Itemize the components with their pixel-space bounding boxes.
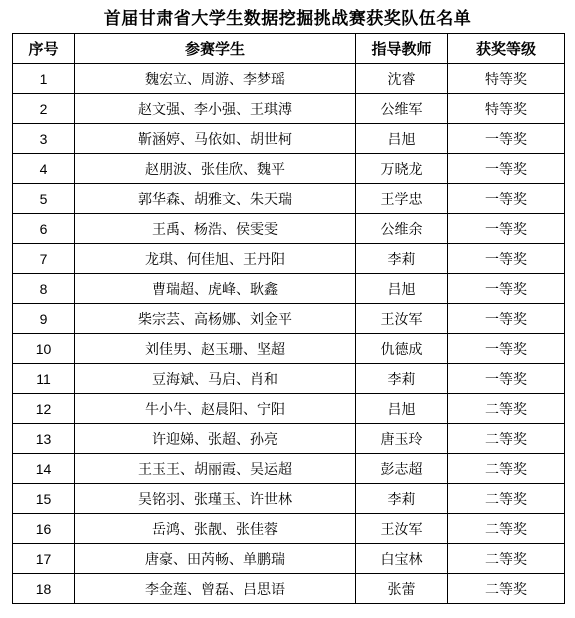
header-advisor: 指导教师 bbox=[356, 34, 448, 64]
row-number-cell: 16 bbox=[13, 514, 75, 544]
row-students-cell: 赵朋波、张佳欣、魏平 bbox=[75, 154, 356, 184]
row-award-cell: 一等奖 bbox=[448, 154, 565, 184]
row-advisor-cell: 吕旭 bbox=[356, 394, 448, 424]
row-students-cell: 柴宗芸、高杨娜、刘金平 bbox=[75, 304, 356, 334]
row-award-cell: 一等奖 bbox=[448, 184, 565, 214]
row-award-cell: 二等奖 bbox=[448, 424, 565, 454]
table-row bbox=[13, 304, 565, 334]
row-students-cell: 刘佳男、赵玉珊、坚超 bbox=[75, 334, 356, 364]
row-number-cell: 9 bbox=[13, 304, 75, 334]
row-advisor-cell: 王汝军 bbox=[356, 514, 448, 544]
row-award-cell: 一等奖 bbox=[448, 274, 565, 304]
row-advisor-cell: 白宝林 bbox=[356, 544, 448, 574]
row-number-cell: 14 bbox=[13, 454, 75, 484]
row-award-cell: 特等奖 bbox=[448, 94, 565, 124]
row-number-cell: 7 bbox=[13, 244, 75, 274]
table-row bbox=[13, 544, 565, 574]
row-award-cell: 二等奖 bbox=[448, 544, 565, 574]
row-students-cell: 龙琪、何佳旭、王丹阳 bbox=[75, 244, 356, 274]
row-award-cell: 二等奖 bbox=[448, 574, 565, 604]
table-row bbox=[13, 94, 565, 124]
row-advisor-cell: 王汝军 bbox=[356, 304, 448, 334]
header-award: 获奖等级 bbox=[448, 34, 565, 64]
row-advisor-cell: 彭志超 bbox=[356, 454, 448, 484]
awards-table bbox=[12, 33, 565, 604]
row-number-cell: 1 bbox=[13, 64, 75, 94]
row-number-cell: 8 bbox=[13, 274, 75, 304]
row-students-cell: 靳涵婷、马依如、胡世柯 bbox=[75, 124, 356, 154]
row-students-cell: 王禹、杨浩、侯雯雯 bbox=[75, 214, 356, 244]
row-advisor-cell: 李莉 bbox=[356, 364, 448, 394]
row-students-cell: 牛小牛、赵晨阳、宁阳 bbox=[75, 394, 356, 424]
row-number-cell: 4 bbox=[13, 154, 75, 184]
row-award-cell: 一等奖 bbox=[448, 304, 565, 334]
row-students-cell: 唐豪、田芮畅、单鹏瑞 bbox=[75, 544, 356, 574]
row-number-cell: 10 bbox=[13, 334, 75, 364]
table-row bbox=[13, 154, 565, 184]
row-award-cell: 二等奖 bbox=[448, 484, 565, 514]
row-number-cell: 6 bbox=[13, 214, 75, 244]
row-advisor-cell: 吕旭 bbox=[356, 124, 448, 154]
table-row bbox=[13, 64, 565, 94]
row-students-cell: 赵文强、李小强、王琪溥 bbox=[75, 94, 356, 124]
table-row bbox=[13, 424, 565, 454]
row-advisor-cell: 李莉 bbox=[356, 244, 448, 274]
row-award-cell: 特等奖 bbox=[448, 64, 565, 94]
row-award-cell: 二等奖 bbox=[448, 394, 565, 424]
table-row bbox=[13, 394, 565, 424]
table-row bbox=[13, 244, 565, 274]
row-award-cell: 二等奖 bbox=[448, 454, 565, 484]
row-number-cell: 5 bbox=[13, 184, 75, 214]
row-award-cell: 二等奖 bbox=[448, 514, 565, 544]
table-header-row bbox=[13, 34, 565, 64]
row-number-cell: 12 bbox=[13, 394, 75, 424]
row-students-cell: 魏宏立、周游、李梦瑶 bbox=[75, 64, 356, 94]
row-students-cell: 王玉王、胡丽霞、吴运超 bbox=[75, 454, 356, 484]
table-row bbox=[13, 484, 565, 514]
row-advisor-cell: 吕旭 bbox=[356, 274, 448, 304]
table-row bbox=[13, 184, 565, 214]
row-award-cell: 一等奖 bbox=[448, 124, 565, 154]
row-number-cell: 11 bbox=[13, 364, 75, 394]
row-advisor-cell: 公维军 bbox=[356, 94, 448, 124]
table-row bbox=[13, 214, 565, 244]
header-students: 参赛学生 bbox=[75, 34, 356, 64]
row-students-cell: 郭华森、胡雅文、朱天瑞 bbox=[75, 184, 356, 214]
table-row bbox=[13, 364, 565, 394]
table-row bbox=[13, 334, 565, 364]
row-number-cell: 18 bbox=[13, 574, 75, 604]
row-number-cell: 2 bbox=[13, 94, 75, 124]
row-award-cell: 一等奖 bbox=[448, 334, 565, 364]
row-advisor-cell: 李莉 bbox=[356, 484, 448, 514]
row-advisor-cell: 王学忠 bbox=[356, 184, 448, 214]
row-students-cell: 岳鸿、张靓、张佳蓉 bbox=[75, 514, 356, 544]
row-students-cell: 吴铭羽、张瑾玉、许世林 bbox=[75, 484, 356, 514]
row-advisor-cell: 公维余 bbox=[356, 214, 448, 244]
row-advisor-cell: 万晓龙 bbox=[356, 154, 448, 184]
row-number-cell: 17 bbox=[13, 544, 75, 574]
row-award-cell: 一等奖 bbox=[448, 364, 565, 394]
row-number-cell: 13 bbox=[13, 424, 75, 454]
row-number-cell: 15 bbox=[13, 484, 75, 514]
table-body bbox=[13, 64, 565, 604]
row-advisor-cell: 仇德成 bbox=[356, 334, 448, 364]
row-advisor-cell: 唐玉玲 bbox=[356, 424, 448, 454]
row-students-cell: 李金莲、曾磊、吕思语 bbox=[75, 574, 356, 604]
row-students-cell: 豆海斌、马启、肖和 bbox=[75, 364, 356, 394]
row-students-cell: 曹瑞超、虎峰、耿鑫 bbox=[75, 274, 356, 304]
row-advisor-cell: 张蕾 bbox=[356, 574, 448, 604]
row-students-cell: 许迎娣、张超、孙亮 bbox=[75, 424, 356, 454]
table-row bbox=[13, 514, 565, 544]
document-title: 首届甘肃省大学生数据挖掘挑战赛获奖队伍名单 bbox=[103, 9, 472, 29]
table-row bbox=[13, 574, 565, 604]
row-advisor-cell: 沈睿 bbox=[356, 64, 448, 94]
table-row bbox=[13, 124, 565, 154]
row-award-cell: 一等奖 bbox=[448, 244, 565, 274]
table-row bbox=[13, 274, 565, 304]
table-row bbox=[13, 454, 565, 484]
header-number: 序号 bbox=[13, 34, 75, 64]
row-number-cell: 3 bbox=[13, 124, 75, 154]
row-award-cell: 一等奖 bbox=[448, 214, 565, 244]
